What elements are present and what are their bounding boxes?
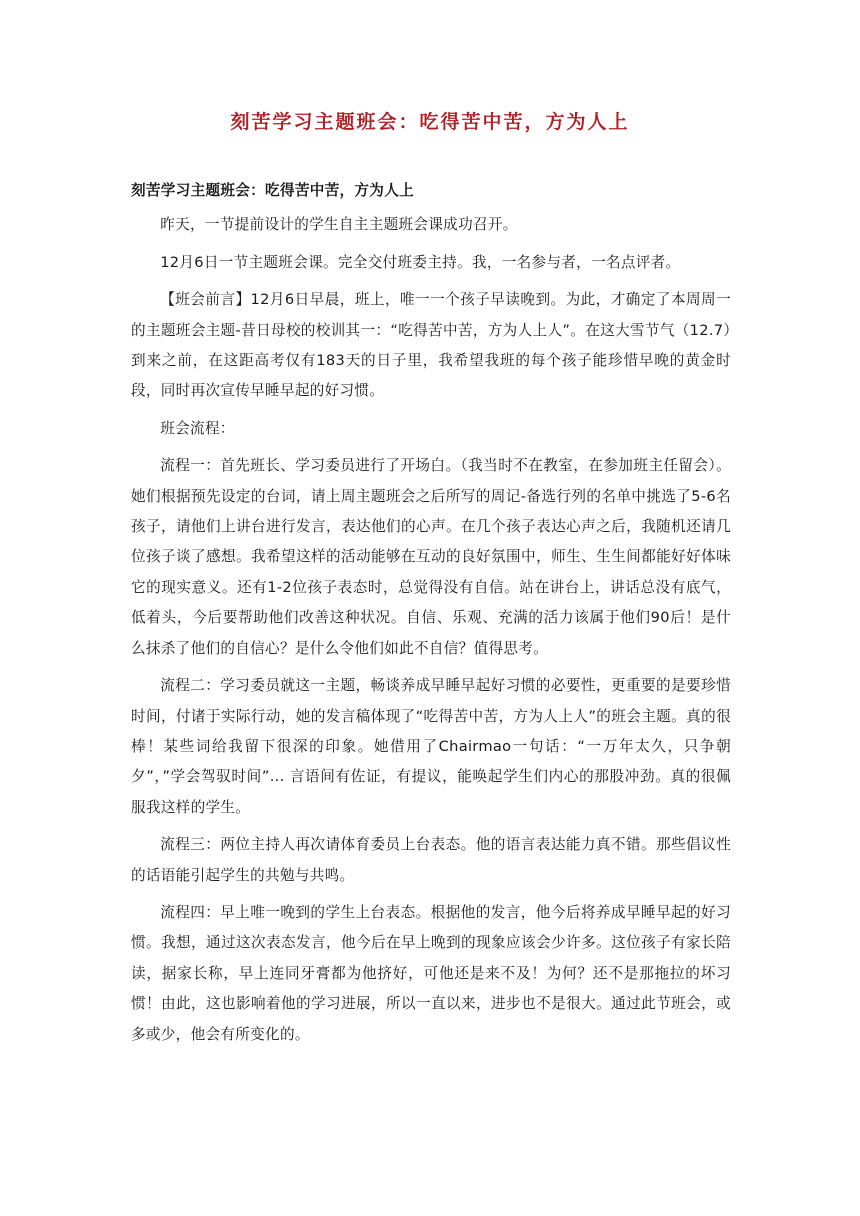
document-body — [131, 176, 731, 1057]
paragraph-process-four: 流程四：早上唯一晚到的学生上台表态。根据他的发言，他今后将养成早睡早起的好习惯。我想，通过这次表态发言，他今后在早上晚到的现象应该会少许多。这位孩子有家长陪读，据家长称，早上连同牙膏都为他挤好，可他还是来不及！为何？还不是那拖拉的坏习惯！由此，这也影响着他的学习进展，所以一直以来，进步也不是很大。通过此节班会，或多或少，他会有所变化的。 — [131, 903, 731, 1043]
paragraph-process-one: 流程一：首先班长、学习委员进行了开场白。（我当时不在教室，在参加班主任留会）。她们根据预先设定的台词，请上周主题班会之后所写的周记-备选行列的名单中挑选了5-6名孩子，请他们上讲台进行发言，表达他们的心声。在几个孩子表达心声之后，我随机还请几位孩子谈了感想。我希望这样的活动能够在互动的良好氛围中，师生、生生间都能好好体味它的现实意义。还有1-2位孩子表态时，总觉得没有自信。站在讲台上，讲话总没有底气，低着头，今后要帮助他们改善这种状况。自信、乐观、充满的活力该属于他们90后！是什么抹杀了他们的自信心？是什么令他们如此不自信？值得思考。 — [131, 457, 731, 657]
paragraph-process-three: 流程三：两位主持人再次请体育委员上台表态。他的语言表达能力真不错。那些倡议性的话语能引起学生的共勉与共鸣。 — [131, 836, 731, 884]
document-title: 刻苦学习主题班会：吃得苦中苦，方为人上 — [230, 111, 630, 133]
paragraph-intro: 昨天，一节提前设计的学生自主主题班会课成功召开。 — [160, 216, 518, 234]
document-subtitle: 刻苦学习主题班会：吃得苦中苦，方为人上 — [131, 182, 414, 199]
paragraph-process-heading: 班会流程： — [160, 419, 235, 437]
paragraph-process-two: 流程二：学习委员就这一主题，畅谈养成早睡早起好习惯的必要性，更重要的是要珍惜时间，付诸于实际行动，她的发言稿体现了“吃得苦中苦，方为人上人”的班会主题。真的很棒！某些词给我留下很深的印象。她借用了Chairmao一句话：“一万年太久，只争朝夕”，”学会驾驭时间”... 言语间有佐证，有提议，能唤起学生们内心的那股冲劲。真的很佩服我这样的学生。 — [131, 677, 731, 816]
paragraph-date: 12月6日一节主题班会课。完全交付班委主持。我，一名参与者，一名点评者。 — [160, 253, 681, 271]
paragraph-preface: 【班会前言】12月6日早晨，班上，唯一一个孩子早读晚到。为此，才确定了本周周一的主题班会主题-昔日母校的校训其一：“吃得苦中苦，方为人上人”。在这大雪节气（12.7）到来之前，在这距高考仅有183天的日子里，我希望我班的每个孩子能珍惜早晚的黄金时段，同时再次宣传早睡早起的好习惯。 — [131, 291, 731, 400]
